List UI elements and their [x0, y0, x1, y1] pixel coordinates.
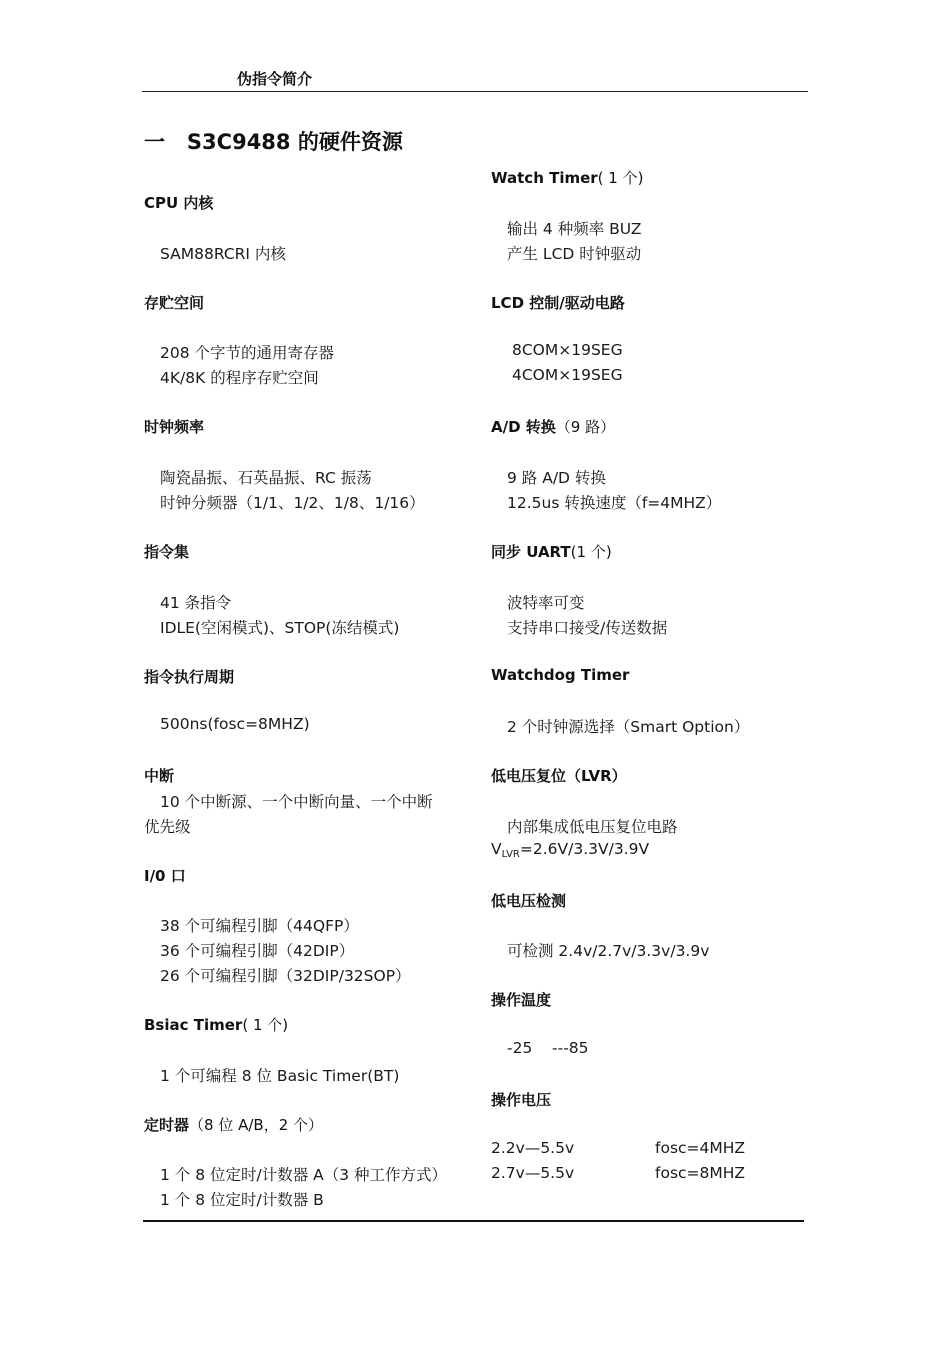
- lcd-heading: LCD 控制/驱动电路: [491, 294, 625, 312]
- basic-timer-heading-bold: Bsiac Timer: [144, 1016, 243, 1034]
- instr-line: IDLE(空闲模式)、STOP(冻结模式): [160, 619, 400, 637]
- basic-timer-line: 1 个可编程 8 位 Basic Timer(BT): [160, 1067, 400, 1085]
- running-header: 伪指令简介: [237, 70, 313, 88]
- lvr-line: 内部集成低电压复位电路: [507, 818, 678, 836]
- lvr-v-prefix: V: [491, 840, 502, 858]
- watchdog-heading: Watchdog Timer: [491, 666, 630, 684]
- lvr-v-value: =2.6V/3.3V/3.9V: [519, 840, 650, 858]
- voltage-range: 2.2v—5.5v: [491, 1139, 575, 1157]
- voltage-freq: fosc=8MHZ: [655, 1164, 746, 1182]
- cpu-line: SAM88RCRI 内核: [160, 245, 286, 263]
- uart-line: 波特率可变: [507, 594, 585, 612]
- voltage-row: [491, 1139, 811, 1157]
- memory-heading: 存贮空间: [144, 294, 205, 312]
- adc-heading-channels: （9 路）: [555, 418, 616, 436]
- interrupt-line: 优先级: [144, 818, 191, 836]
- watch-timer-line: 产生 LCD 时钟驱动: [507, 245, 642, 263]
- interrupt-heading: 中断: [144, 767, 175, 785]
- voltage-row: [491, 1164, 811, 1182]
- adc-line: 9 路 A/D 转换: [507, 469, 606, 487]
- io-line: 38 个可编程引脚（44QFP）: [160, 917, 359, 935]
- section-title: 一 S3C9488 的硬件资源: [144, 130, 403, 154]
- watch-timer-line: 输出 4 种频率 BUZ: [507, 220, 642, 238]
- clock-line: 时钟分频器（1/1、1/2、1/8、1/16）: [160, 494, 425, 512]
- adc-heading-bold: A/D 转换: [491, 418, 556, 436]
- lvd-heading: 低电压检测: [491, 892, 567, 910]
- cpu-heading: CPU 内核: [144, 194, 214, 212]
- timer-line: 1 个 8 位定时/计数器 A（3 种工作方式）: [160, 1166, 448, 1184]
- instr-heading: 指令集: [144, 543, 190, 561]
- io-line: 26 个可编程引脚（32DIP/32SOP）: [160, 967, 411, 985]
- clock-heading: 时钟频率: [144, 418, 205, 436]
- watch-timer-heading-bold: Watch Timer: [491, 169, 598, 187]
- interrupt-line: 10 个中断源、一个中断向量、一个中断: [160, 793, 433, 811]
- uart-heading-count: (1 个): [570, 543, 612, 561]
- watchdog-line: 2 个时钟源选择（Smart Option）: [507, 718, 750, 736]
- timer-heading: [144, 1114, 323, 1135]
- basic-timer-heading: [144, 1014, 288, 1035]
- io-heading: I/0 口: [144, 867, 186, 885]
- memory-line: 4K/8K 的程序存贮空间: [160, 369, 319, 387]
- uart-line: 支持串口接受/传送数据: [507, 619, 668, 637]
- timer-heading-detail: （8 位 A/B，2 个）: [189, 1116, 324, 1134]
- footer-rule: [143, 1220, 804, 1222]
- lvd-line: 可检测 2.4v/2.7v/3.3v/3.9v: [507, 942, 710, 960]
- voltage-heading: 操作电压: [491, 1091, 552, 1109]
- instr-line: 41 条指令: [160, 594, 232, 612]
- io-line: 36 个可编程引脚（42DIP）: [160, 942, 355, 960]
- lvr-v-subscript: LVR: [501, 849, 520, 860]
- temp-line: -25 ---85: [507, 1039, 589, 1057]
- watch-timer-heading: [491, 167, 643, 188]
- header-rule: [142, 91, 808, 92]
- lvr-voltage: [491, 840, 649, 860]
- voltage-freq: fosc=4MHZ: [655, 1139, 746, 1157]
- uart-heading-bold: 同步 UART: [491, 543, 571, 561]
- basic-timer-heading-count: ( 1 个): [242, 1016, 289, 1034]
- adc-line: 12.5us 转换速度（f=4MHZ）: [507, 494, 722, 512]
- watch-timer-heading-count: ( 1 个): [597, 169, 644, 187]
- timer-heading-bold: 定时器: [144, 1116, 190, 1134]
- memory-line: 208 个字节的通用寄存器: [160, 344, 335, 362]
- clock-line: 陶瓷晶振、石英晶振、RC 振荡: [160, 469, 372, 487]
- lcd-line: 8COM×19SEG: [512, 341, 623, 359]
- temp-heading: 操作温度: [491, 991, 552, 1009]
- cycle-heading: 指令执行周期: [144, 668, 235, 686]
- lvr-heading: 低电压复位（LVR）: [491, 767, 627, 785]
- cycle-line: 500ns(fosc=8MHZ): [160, 715, 310, 733]
- voltage-range: 2.7v—5.5v: [491, 1164, 575, 1182]
- adc-heading: [491, 416, 615, 437]
- lcd-line: 4COM×19SEG: [512, 366, 623, 384]
- uart-heading: [491, 541, 612, 562]
- timer-line: 1 个 8 位定时/计数器 B: [160, 1191, 324, 1209]
